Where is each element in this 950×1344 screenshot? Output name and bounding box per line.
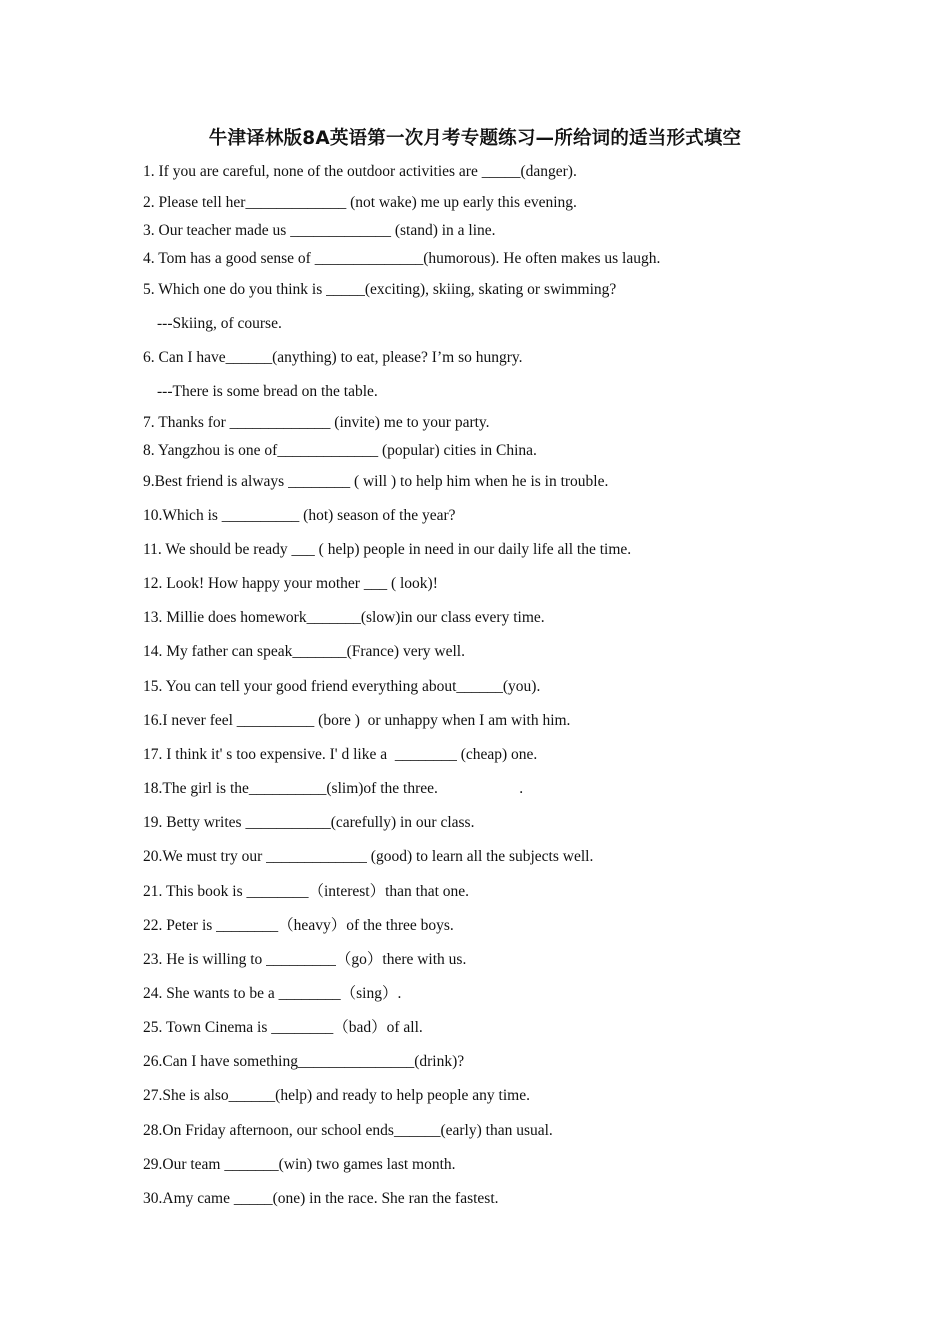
question-17: 17. I think it' s too expensive. I' d like a ________ (cheap) one. — [143, 746, 538, 763]
question-2: 2. Please tell her_____________ (not wake) me up early this evening. — [143, 194, 577, 211]
question-9: 9.Best friend is always ________ ( will ) to help him when he is in trouble. — [143, 473, 609, 490]
question-1: 1. If you are careful, none of the outdoor activities are _____(danger). — [143, 163, 577, 180]
question-15: 15. You can tell your good friend everything about______(you). — [143, 678, 541, 695]
question-28: 28.On Friday afternoon, our school ends______(early) than usual. — [143, 1122, 553, 1139]
question-21: 21. This book is ________（interest）than that one. — [143, 883, 470, 900]
question-13: 13. Millie does homework_______(slow)in our class every time. — [143, 609, 545, 626]
question-30: 30.Amy came _____(one) in the race. She ran the fastest. — [143, 1190, 499, 1207]
question-5: 5. Which one do you think is _____(exciting), skiing, skating or swimming? — [143, 281, 617, 298]
question-27: 27.She is also______(help) and ready to help people any time. — [143, 1087, 530, 1104]
question-12: 12. Look! How happy your mother ___ ( look)! — [143, 575, 438, 592]
question-8: 8. Yangzhou is one of_____________ (popular) cities in China. — [143, 442, 537, 459]
page-title: 牛津译林版8A英语第一次月考专题练习—所给词的适当形式填空 — [208, 128, 742, 149]
question-3: 3. Our teacher made us _____________ (stand) in a line. — [143, 222, 496, 239]
question-19: 19. Betty writes ___________(carefully) in our class. — [143, 814, 475, 831]
question-6: 6. Can I have______(anything) to eat, please? I’m so hungry. — [143, 349, 523, 366]
question-23: 23. He is willing to _________（go）there with us. — [143, 951, 467, 968]
question-16: 16.I never feel __________ (bore ) or unhappy when I am with him. — [143, 712, 571, 729]
question-11: 11. We should be ready ___ ( help) people in need in our daily life all the time. — [143, 541, 632, 558]
question-6-answer: ---There is some bread on the table. — [157, 383, 378, 400]
question-18: 18.The girl is the__________(slim)of the three. . — [143, 780, 524, 797]
question-20: 20.We must try our _____________ (good) to learn all the subjects well. — [143, 848, 594, 865]
question-22: 22. Peter is ________（heavy）of the three boys. — [143, 917, 454, 934]
question-25: 25. Town Cinema is ________（bad）of all. — [143, 1019, 423, 1036]
question-5-answer: ---Skiing, of course. — [157, 315, 282, 332]
question-10: 10.Which is __________ (hot) season of the year? — [143, 507, 456, 524]
question-7: 7. Thanks for _____________ (invite) me to your party. — [143, 414, 490, 431]
question-26: 26.Can I have something_______________(drink)? — [143, 1053, 465, 1070]
question-14: 14. My father can speak_______(France) very well. — [143, 643, 465, 660]
question-29: 29.Our team _______(win) two games last month. — [143, 1156, 456, 1173]
question-4: 4. Tom has a good sense of ______________(humorous). He often makes us laugh. — [143, 250, 661, 267]
question-24: 24. She wants to be a ________（sing）. — [143, 985, 402, 1002]
